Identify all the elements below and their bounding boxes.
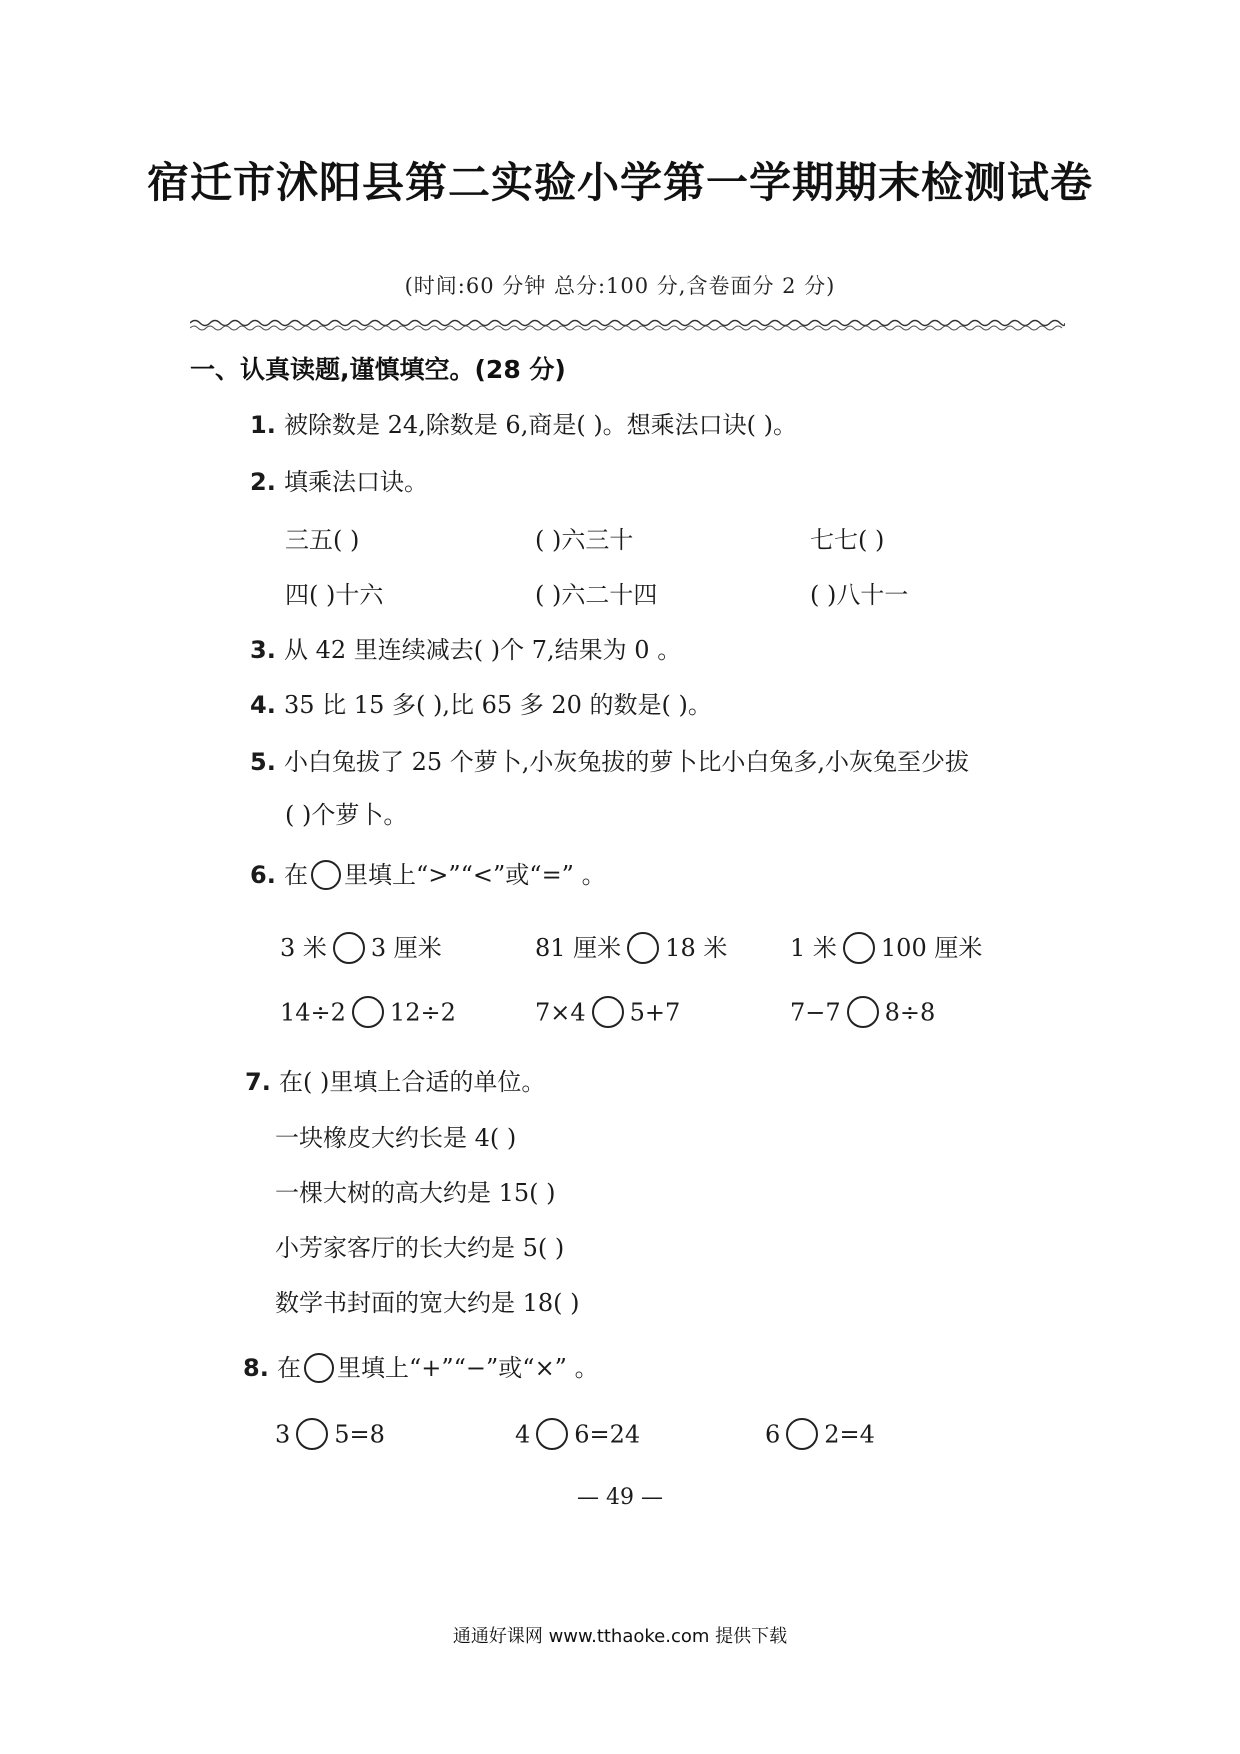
page-number: — 49 — <box>577 1485 663 1510</box>
circle-blank-icon[interactable] <box>296 1418 328 1450</box>
circle-blank-icon[interactable] <box>592 996 624 1028</box>
q8-item <box>275 1420 385 1452</box>
question-text: 在( )里填上合适的单位。 <box>279 1068 546 1096</box>
q7-item: 一块橡皮大约长是 4( ) <box>275 1124 517 1152</box>
question-number: 7. <box>245 1068 271 1096</box>
comparison-right: 18 米 <box>665 934 728 962</box>
circle-blank-icon[interactable] <box>847 996 879 1028</box>
q2-item: ( )六二十四 <box>535 581 658 609</box>
circle-blank-icon[interactable] <box>333 932 365 964</box>
comparison-right: 12÷2 <box>389 998 456 1027</box>
question-number: 6. <box>250 861 276 889</box>
comparison-left: 14÷2 <box>280 998 346 1027</box>
question-text-post: 里填上“+”“−”或“×” 。 <box>337 1354 599 1382</box>
question-2 <box>250 462 428 497</box>
comparison-left: 7−7 <box>790 998 841 1027</box>
q8-item <box>765 1420 875 1452</box>
question-1 <box>250 405 797 440</box>
question-text-post: 里填上“>”“<”或“=” 。 <box>344 861 606 889</box>
q7-item: 数学书封面的宽大约是 18( ) <box>275 1289 580 1317</box>
operand-right: 5=8 <box>334 1420 385 1449</box>
comparison-left: 81 厘米 <box>535 934 622 962</box>
question-text: 从 42 里连续减去( )个 7,结果为 0 。 <box>284 636 682 664</box>
question-text: 小白兔拔了 25 个萝卜,小灰兔拔的萝卜比小白兔多,小灰兔至少拔 <box>284 748 970 776</box>
q2-item: 四( )十六 <box>285 581 384 609</box>
question-number: 1. <box>250 411 276 439</box>
comparison-right: 5+7 <box>629 998 681 1027</box>
circle-blank-icon[interactable] <box>843 932 875 964</box>
question-6 <box>250 855 606 892</box>
circle-blank-icon <box>311 860 341 890</box>
wavy-divider <box>190 318 1065 332</box>
q6-comparison <box>535 998 680 1030</box>
question-5 <box>250 742 969 777</box>
question-text-pre: 在 <box>284 861 308 889</box>
comparison-left: 1 米 <box>790 934 837 962</box>
circle-blank-icon[interactable] <box>352 996 384 1028</box>
circle-blank-icon[interactable] <box>536 1418 568 1450</box>
question-8 <box>243 1348 599 1385</box>
section-heading: 一、认真读题,谨慎填空。(28 分) <box>190 355 566 384</box>
comparison-left: 3 米 <box>280 934 327 962</box>
operand-right: 2=4 <box>824 1420 875 1449</box>
comparison-right: 3 厘米 <box>370 934 442 962</box>
q6-comparison <box>790 928 982 966</box>
comparison-left: 7×4 <box>535 998 586 1027</box>
operand-left: 4 <box>515 1420 531 1449</box>
question-number: 8. <box>243 1354 269 1382</box>
q6-comparison <box>280 998 456 1030</box>
question-number: 2. <box>250 468 276 496</box>
q6-comparison <box>790 998 935 1030</box>
question-5-continued: ( )个萝卜。 <box>285 801 408 829</box>
question-text: 填乘法口诀。 <box>284 468 428 496</box>
question-7 <box>245 1062 545 1097</box>
circle-blank-icon <box>304 1353 334 1383</box>
question-number: 5. <box>250 748 276 776</box>
q2-item: ( )六三十 <box>535 526 634 554</box>
exam-subtitle: (时间:60 分钟 总分:100 分,含卷面分 2 分) <box>404 274 836 298</box>
q2-item: 三五( ) <box>285 526 360 554</box>
q6-comparison <box>280 928 442 966</box>
comparison-right: 8÷8 <box>884 998 936 1027</box>
question-number: 4. <box>250 691 276 719</box>
question-4 <box>250 685 712 720</box>
circle-blank-icon[interactable] <box>627 932 659 964</box>
exam-title: 宿迁市沭阳县第二实验小学第一学期期末检测试卷 <box>146 158 1093 207</box>
question-text-pre: 在 <box>277 1354 301 1382</box>
question-text: 35 比 15 多( ),比 65 多 20 的数是( )。 <box>284 691 712 719</box>
q7-item: 一棵大树的高大约是 15( ) <box>275 1179 556 1207</box>
footer-watermark: 通通好课网 www.tthaoke.com 提供下载 <box>452 1626 788 1647</box>
q2-item: 七七( ) <box>810 526 885 554</box>
question-text: 被除数是 24,除数是 6,商是( )。想乘法口诀( )。 <box>284 411 798 439</box>
question-3 <box>250 630 681 665</box>
q7-item: 小芳家客厅的长大约是 5( ) <box>275 1234 565 1262</box>
operand-right: 6=24 <box>574 1420 641 1449</box>
operand-left: 3 <box>275 1420 291 1449</box>
q8-item <box>515 1420 640 1452</box>
comparison-right: 100 厘米 <box>880 934 983 962</box>
question-number: 3. <box>250 636 276 664</box>
circle-blank-icon[interactable] <box>786 1418 818 1450</box>
operand-left: 6 <box>765 1420 781 1449</box>
q2-item: ( )八十一 <box>810 581 909 609</box>
q6-comparison <box>535 928 727 966</box>
